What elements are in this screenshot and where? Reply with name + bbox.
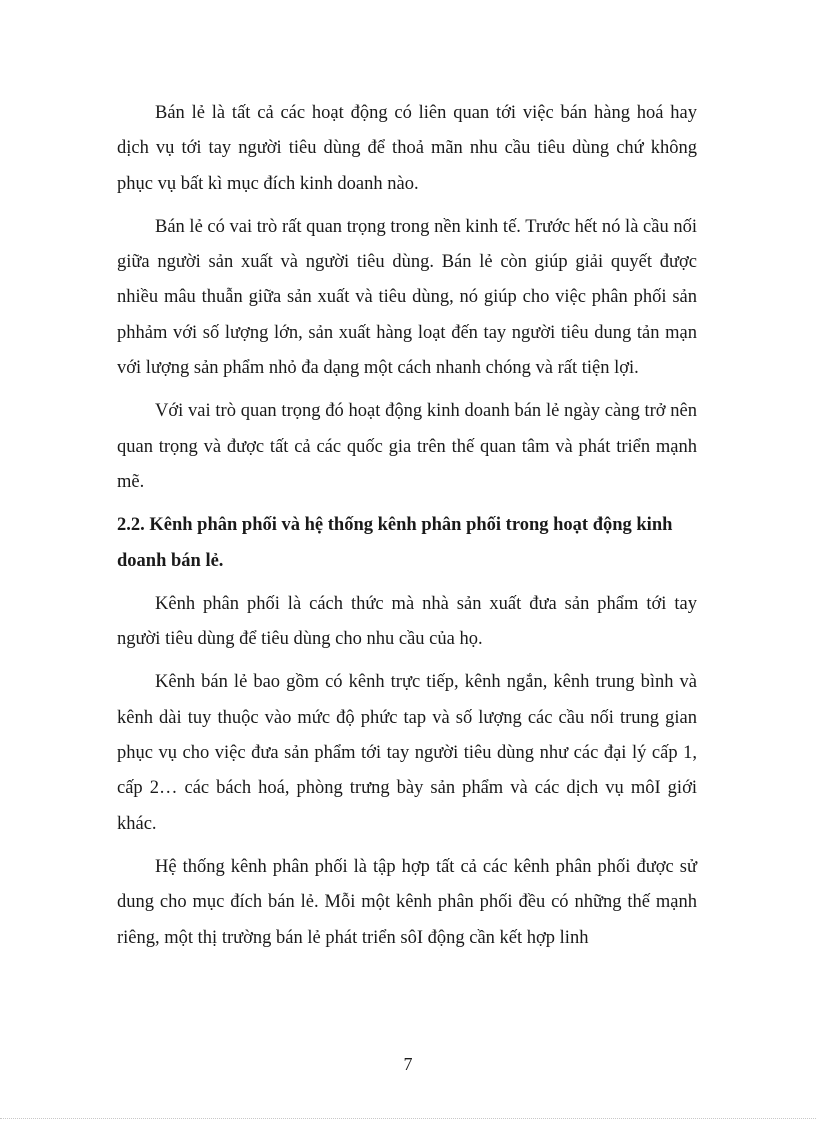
paragraph-retail-importance: Với vai trò quan trọng đó hoạt động kinh doanh bán lẻ ngày càng trở nên quan trọng và được tất cả các quốc gia trên thế quan tâm và phát triển mạnh mẽ. [117,401,697,492]
paragraph-channel-definition: Kênh phân phối là cách thức mà nhà sản xuất đưa sản phẩm tới tay người tiêu dùng để tiêu dùng cho nhu cầu của họ. [117,593,697,650]
paragraph-retail-definition: Bán lẻ là tất cả các hoạt động có liên quan tới việc bán hàng hoá hay dịch vụ tới tay người tiêu dùng để thoả mãn nhu cầu tiêu dùng chứ không phục vụ bất kì mục đích kinh doanh nào. [117,103,697,194]
page-number: 7 [403,1054,413,1074]
page-bottom-divider [0,1118,816,1119]
page-body [117,96,697,964]
paragraph-channel-types: Kênh bán lẻ bao gồm có kênh trực tiếp, kênh ngắn, kênh trung bình và kênh dài tuy thuộc vào mức độ phức tap và số lượng các cầu nối trung gian phục vụ cho việc đưa sản phẩm tới tay người tiêu dùng như các đại lý cấp 1, cấp 2… các bách hoá, phòng trưng bày sản phẩm và các dịch vụ môI giới khác. [117,672,697,834]
paragraph-channel-system: Hệ thống kênh phân phối là tập hợp tất cả các kênh phân phối được sử dung cho mục đích bán lẻ. Mỗi một kênh phân phối đều có những thế mạnh riêng, một thị trường bán lẻ phát triển sôI động cần kết hợp linh [117,856,697,948]
paragraph-retail-role: Bán lẻ có vai trò rất quan trọng trong nền kinh tế. Trước hết nó là cầu nối giữa người sản xuất và người tiêu dùng. Bán lẻ còn giúp giải quyết được nhiều mâu thuẫn giữa sản xuất và tiêu dùng, nó giúp cho việc phân phối sản phhảm với số lượng lớn, sản xuất hàng loạt đến tay người tiêu dung tản mạn với lượng sản phẩm nhỏ đa dạng một cách nhanh chóng và rất tiện lợi. [117,216,697,379]
section-heading: 2.2. Kênh phân phối và hệ thống kênh phân phối trong hoạt động kinh doanh bán lẻ. [117,515,673,571]
